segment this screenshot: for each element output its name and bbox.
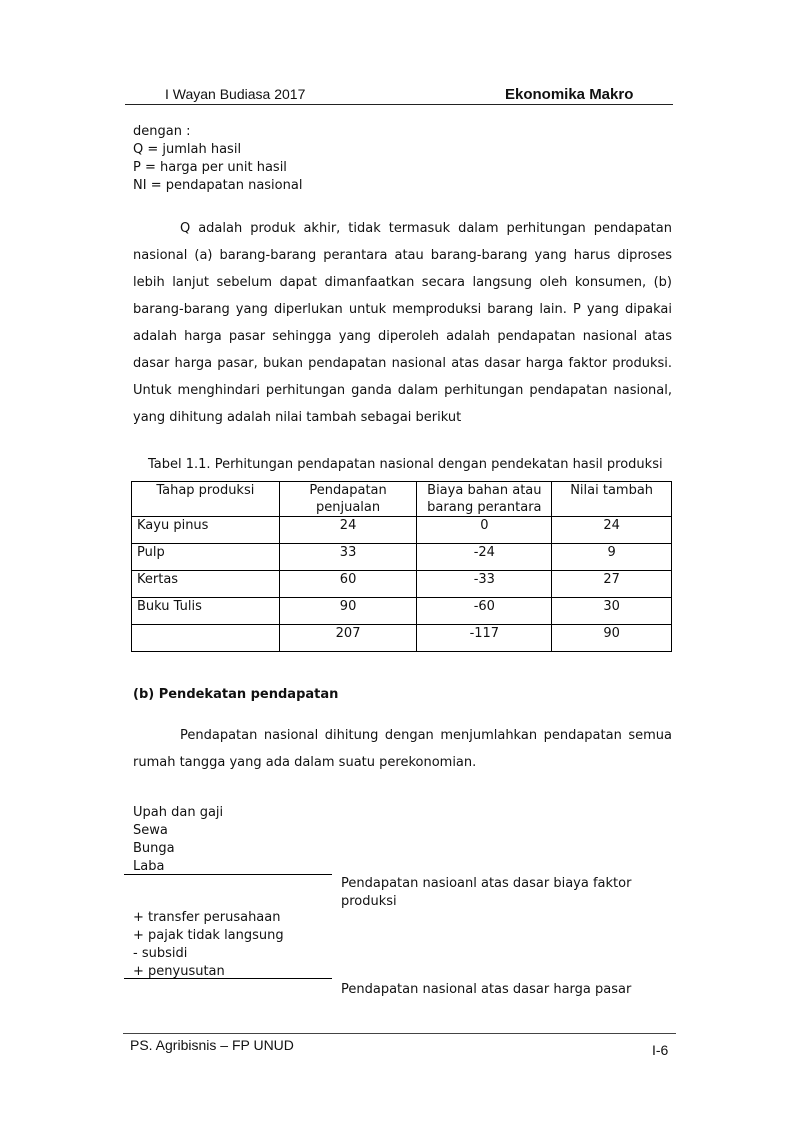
table-cell: 9 bbox=[552, 544, 672, 571]
definition-item: NI = pendapatan nasional bbox=[133, 178, 303, 193]
table-total-row bbox=[132, 625, 672, 652]
definition-item: Q = jumlah hasil bbox=[133, 142, 242, 157]
table-cell: 0 bbox=[417, 517, 552, 544]
income-components-list bbox=[133, 804, 223, 876]
adjustments-list bbox=[133, 909, 284, 981]
production-table bbox=[131, 481, 672, 652]
header-cell: Pendapatan penjualan bbox=[279, 482, 417, 517]
definitions bbox=[133, 123, 302, 195]
page-number: I-6 bbox=[652, 1042, 669, 1058]
table-header-row bbox=[132, 482, 672, 517]
table-cell: 207 bbox=[279, 625, 417, 652]
table-cell: -117 bbox=[417, 625, 552, 652]
result-factor-cost: Pendapatan nasioanl atas dasar biaya faktor produksi bbox=[341, 876, 632, 909]
header-author: I Wayan Budiasa 2017 bbox=[165, 86, 306, 102]
table-cell: 24 bbox=[552, 517, 672, 544]
table-cell: 27 bbox=[552, 571, 672, 598]
table-cell: 90 bbox=[279, 598, 417, 625]
list-item: Bunga bbox=[133, 841, 175, 856]
definition-item: P = harga per unit hasil bbox=[133, 160, 287, 175]
table-cell: Kertas bbox=[132, 571, 280, 598]
section-b-paragraph-text: Pendapatan nasional dihitung dengan menjumlahkan pendapatan semua rumah tangga yang ada dalam suatu perekonomian. bbox=[133, 728, 672, 770]
table-cell: 33 bbox=[279, 544, 417, 571]
section-b-paragraph bbox=[133, 722, 672, 776]
table-cell: 60 bbox=[279, 571, 417, 598]
paragraph-1 bbox=[133, 215, 672, 431]
section-b-title: (b) Pendekatan pendapatan bbox=[133, 687, 339, 702]
list-item: + pajak tidak langsung bbox=[133, 928, 284, 943]
table-row bbox=[132, 517, 672, 544]
definitions-intro: dengan : bbox=[133, 124, 191, 139]
table-cell: 24 bbox=[279, 517, 417, 544]
table-caption: Tabel 1.1. Perhitungan pendapatan nasional dengan pendekatan hasil produksi bbox=[148, 457, 663, 472]
list-item: Sewa bbox=[133, 823, 168, 838]
paragraph-1-text: Q adalah produk akhir, tidak termasuk dalam perhitungan pendapatan nasional (a) barang-barang perantara atau barang-barang yang harus diproses lebih lanjut sebelum dapat dimanfaatkan secara langsung oleh konsumen, (b) barang-barang yang diperlukan untuk memproduksi barang lain. P yang dipakai adalah harga pasar sehingga yang diperoleh adalah pendapatan nasional atas dasar harga pasar, bukan pendapatan nasional atas dasar harga faktor produksi. Untuk menghindari perhitungan ganda dalam perhitungan pendapatan nasional, yang dihitung adalah nilai tambah sebagai berikut bbox=[133, 221, 672, 425]
sum-rule bbox=[124, 978, 332, 979]
table-cell: -60 bbox=[417, 598, 552, 625]
footer-institution: PS. Agribisnis – FP UNUD bbox=[130, 1037, 294, 1053]
table-cell: Pulp bbox=[132, 544, 280, 571]
table-cell: Kayu pinus bbox=[132, 517, 280, 544]
footer-divider bbox=[123, 1033, 676, 1034]
table-row bbox=[132, 598, 672, 625]
table-cell: -33 bbox=[417, 571, 552, 598]
header-divider bbox=[125, 104, 673, 105]
table-cell: Buku Tulis bbox=[132, 598, 280, 625]
header-cell: Tahap produksi bbox=[132, 482, 280, 517]
list-item: + transfer perusahaan bbox=[133, 910, 281, 925]
table-row bbox=[132, 571, 672, 598]
list-item: Upah dan gaji bbox=[133, 805, 224, 820]
sum-rule bbox=[124, 874, 332, 875]
header-title: Ekonomika Makro bbox=[505, 86, 634, 103]
list-item: + penyusutan bbox=[133, 964, 225, 979]
table-cell: 90 bbox=[552, 625, 672, 652]
table-cell: -24 bbox=[417, 544, 552, 571]
table-cell bbox=[132, 625, 280, 652]
list-item: Laba bbox=[133, 859, 165, 874]
table-row bbox=[132, 544, 672, 571]
list-item: - subsidi bbox=[133, 946, 188, 961]
header-cell: Nilai tambah bbox=[552, 482, 672, 517]
table-cell: 30 bbox=[552, 598, 672, 625]
result-market-price: Pendapatan nasional atas dasar harga pasar bbox=[341, 982, 632, 997]
header-cell: Biaya bahan atau barang perantara bbox=[417, 482, 552, 517]
